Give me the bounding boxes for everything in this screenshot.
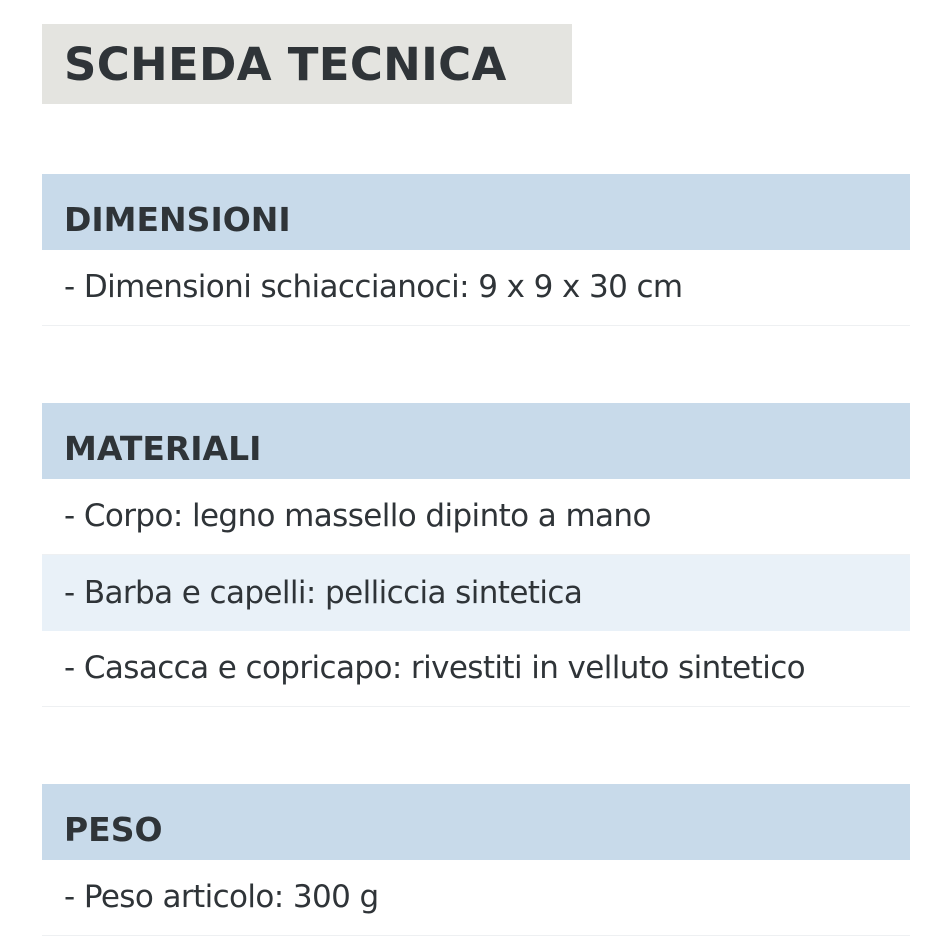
spec-text: - Dimensioni schiaccianoci: 9 x 9 x 30 cm [64,269,683,305]
spec-text: - Peso articolo: 300 g [64,879,379,915]
section-title: DIMENSIONI [64,199,291,239]
section-header-materiali [42,403,910,479]
section-peso [42,784,910,936]
spec-row [42,860,910,936]
section-header-dimensioni [42,174,910,250]
section-dimensioni [42,174,910,326]
section-title: MATERIALI [64,428,262,468]
spec-row [42,631,910,707]
spec-text: - Casacca e copricapo: rivestiti in velluto sintetico [64,650,806,686]
page-title-box [42,24,572,104]
page-title: SCHEDA TECNICA [64,37,507,91]
section-title: PESO [64,809,163,849]
spec-row [42,479,910,555]
section-header-peso [42,784,910,860]
spec-text: - Barba e capelli: pelliccia sintetica [64,574,583,611]
spec-text: - Corpo: legno massello dipinto a mano [64,498,651,534]
section-materiali [42,403,910,707]
spec-row [42,555,910,631]
spec-row [42,250,910,326]
